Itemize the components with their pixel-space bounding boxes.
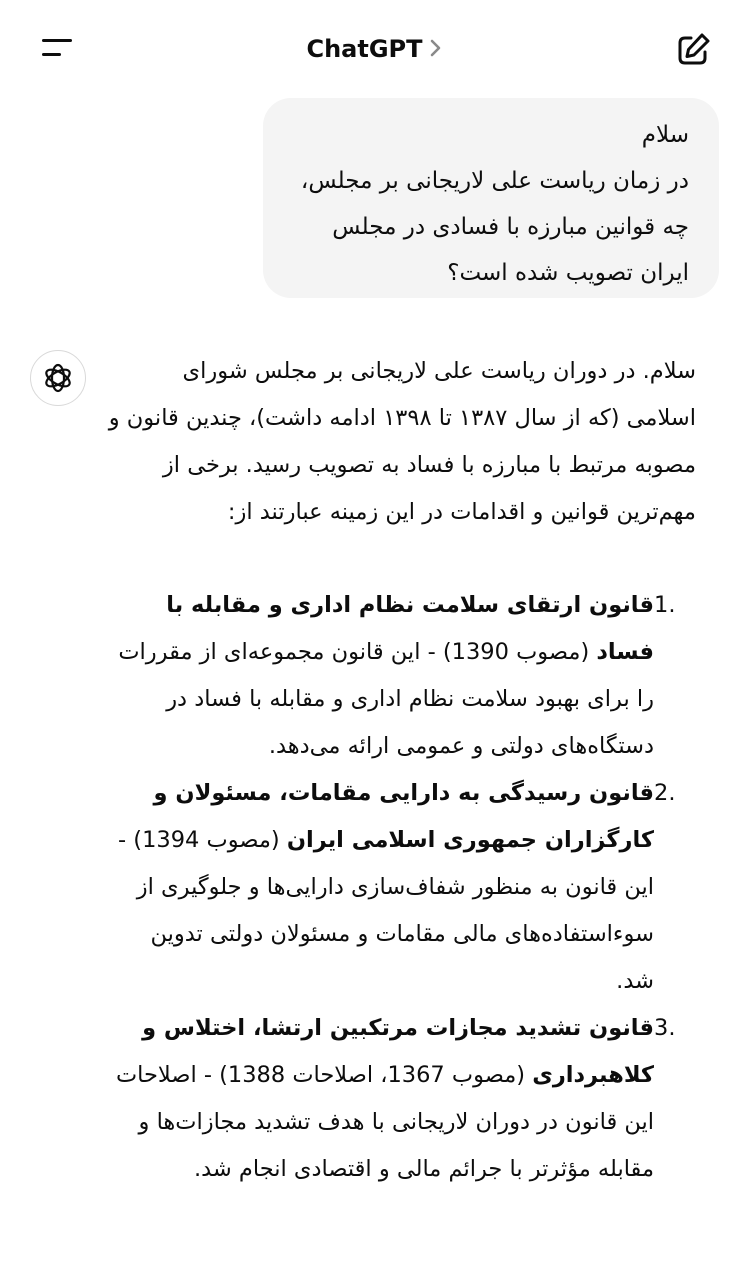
- model-selector[interactable]: [0, 30, 749, 69]
- law-title: قانون رسیدگی به دارایی مقامات، مسئولان و کارگزاران جمهوری اسلامی ایران: [153, 780, 654, 853]
- assistant-message: [108, 348, 696, 1193]
- openai-logo-icon: [40, 360, 76, 396]
- law-description: (مصوب 1367، اصلاحات 1388) - اصلاحات این قانون در دوران لاریجانی با هدف تشدید مجازات‌ها و مقابله مؤثرتر با جرائم مالی و اقتصادی انجام شد.: [115, 1062, 654, 1182]
- law-title: قانون تشدید مجازات مرتکبین ارتشا، اختلاس و کلاهبرداری: [142, 1015, 654, 1088]
- user-message-line: چه قوانین مبارزه با فسادی در مجلس: [332, 214, 689, 240]
- assistant-avatar: [30, 350, 86, 406]
- new-chat-button[interactable]: [673, 30, 713, 70]
- top-bar: [0, 0, 749, 100]
- law-title: قانون ارتقای سلامت نظام اداری و مقابله با فساد: [166, 592, 654, 665]
- user-message-line: ایران تصویب شده است؟: [447, 260, 689, 286]
- list-number: 2.: [654, 780, 676, 806]
- chevron-right-icon: [429, 31, 443, 69]
- app-title: ChatGPT: [306, 35, 423, 63]
- user-message-line: سلام: [641, 122, 689, 148]
- list-number: 1.: [654, 592, 676, 618]
- law-description: (مصوب 1394) - این قانون به منظور شفاف‌سازی دارایی‌ها و جلوگیری از سوءاستفاده‌های مالی مقامات و مسئولان دولتی تدوین شد.: [118, 827, 654, 994]
- user-message-bubble: [263, 98, 719, 298]
- law-list: [108, 582, 696, 1193]
- user-message-line: در زمان ریاست علی لاریجانی بر مجلس،: [300, 168, 689, 194]
- list-item: [108, 770, 696, 1005]
- list-item: [108, 1005, 696, 1193]
- new-chat-icon: [673, 30, 713, 70]
- list-number: 3.: [654, 1015, 676, 1041]
- answer-intro: سلام. در دوران ریاست علی لاریجانی بر مجلس شورای اسلامی (که از سال ۱۳۸۷ تا ۱۳۹۸ ادامه داشت)، چندین قانون و مصوبه مرتبط با مبارزه با فساد به تصویب رسید. برخی از مهم‌ترین قوانین و اقدامات در این زمینه عبارتند از:: [108, 358, 696, 525]
- law-description: (مصوب 1390) - این قانون مجموعه‌ای از مقررات را برای بهبود سلامت نظام اداری و مقابله با فساد در دستگاه‌های دولتی و عمومی ارائه می‌دهد.: [118, 639, 654, 759]
- list-item: [108, 582, 696, 770]
